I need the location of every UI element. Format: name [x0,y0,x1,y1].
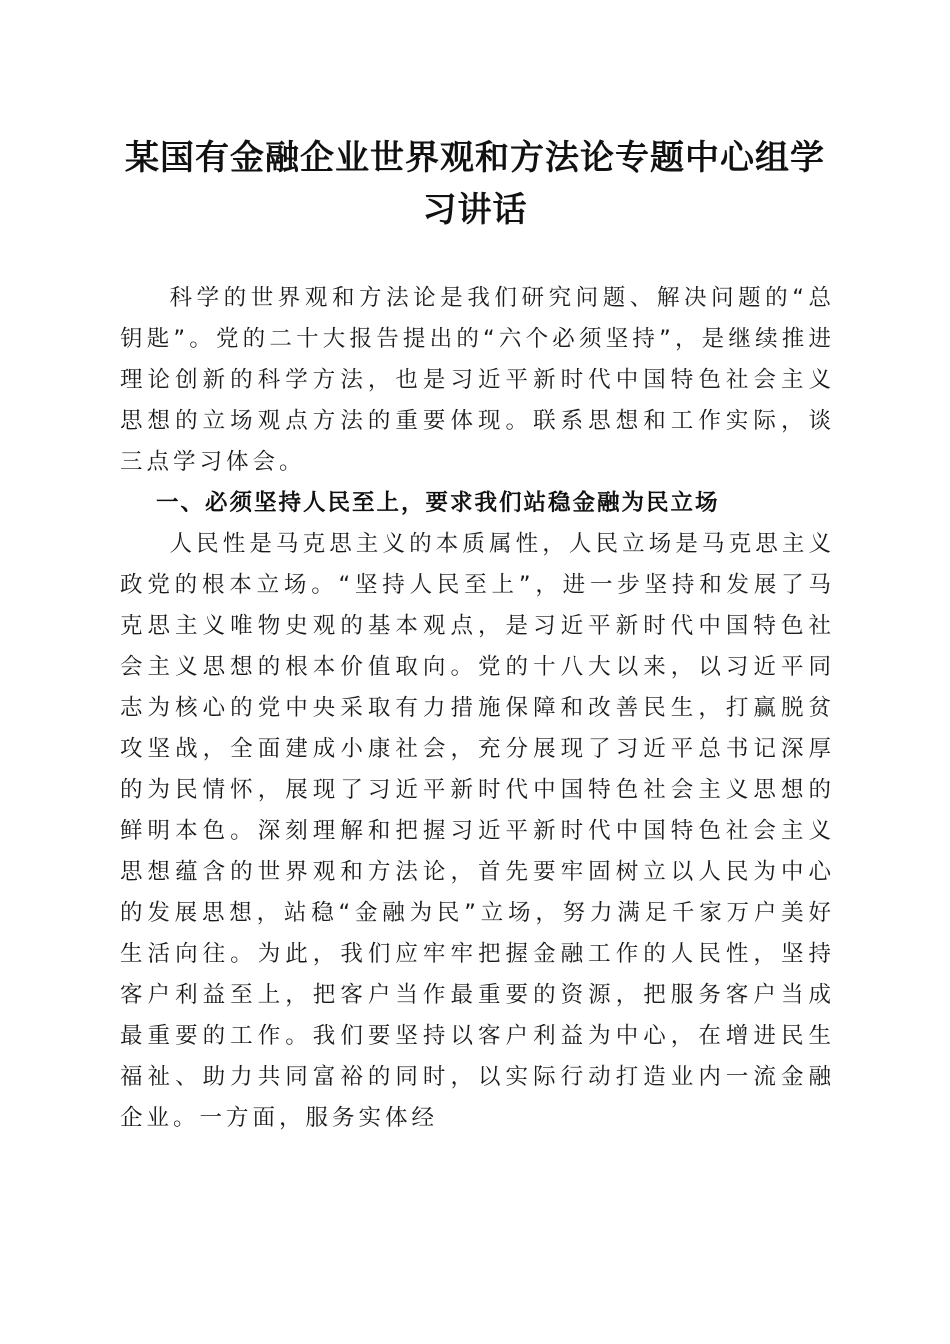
section-heading-1: 一、必须坚持人民至上，要求我们站稳金融为民立场 [156,490,720,516]
intro-paragraph: 科学的世界观和方法论是我们研究问题、解决问题的“总钥匙”。党的二十大报告提出的“六个必须坚持”，是继续推进理论创新的科学方法，也是习近平新时代中国特色社会主义思想的立场观点方法的重要体现。联系思想和工作实际，谈三点学习体会。 [120,285,835,475]
document-title: 某国有金融企业世界观和方法论专题中心组学习讲话 [125,138,825,230]
section-1-paragraph: 人民性是马克思主义的本质属性，人民立场是马克思主义政党的根本立场。“坚持人民至上”，进一步坚持和发展了马克思主义唯物史观的基本观点，是习近平新时代中国特色社会主义思想的根本价值取向。党的十八大以来，以习近平同志为核心的党中央采取有力措施保障和改善民生，打赢脱贫攻坚战，全面建成小康社会，充分展现了习近平总书记深厚的为民情怀，展现了习近平新时代中国特色社会主义思想的鲜明本色。深刻理解和把握习近平新时代中国特色社会主义思想蕴含的世界观和方法论，首先要牢固树立以人民为中心的发展思想，站稳“金融为民”立场，努力满足千家万户美好生活向往。为此，我们应牢牢把握金融工作的人民性，坚持客户利益至上，把客户当作最重要的资源，把服务客户当成最重要的工作。我们要坚持以客户利益为中心，在增进民生福祉、助力共同富裕的同时，以实际行动打造业内一流金融企业。一方面，服务实体经 [120,531,835,1131]
document-body [120,278,835,1139]
